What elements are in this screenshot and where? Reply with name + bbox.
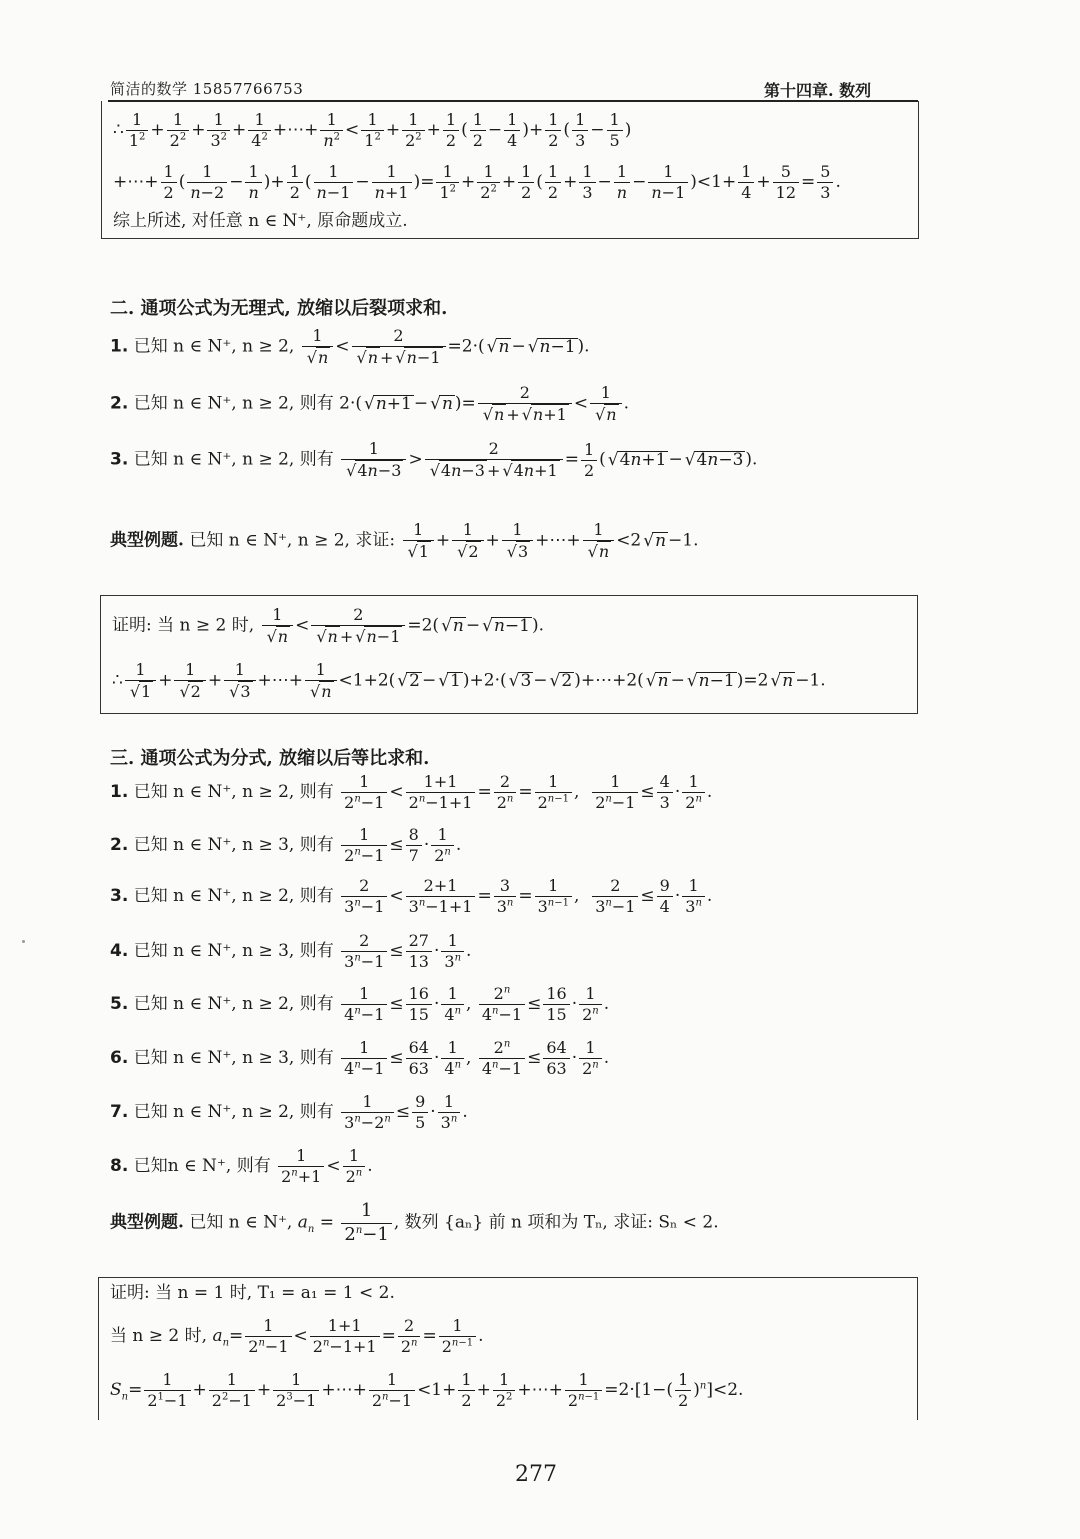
s3-item6-text: 已知 n ∈ N⁺, n ≥ 3, 则有 [133, 1048, 334, 1068]
s2-item2-no: 2. [110, 393, 129, 414]
chapter-title: 第十四章. 数列 [764, 81, 872, 100]
s3-item6-no: 6. [110, 1048, 129, 1068]
s3-item5-text: 已知 n ∈ N⁺, n ≥ 2, 则有 [133, 994, 334, 1014]
s2-example-text: 已知 n ∈ N⁺, n ≥ 2, 求证: [189, 530, 396, 551]
s3-example-text1: 已知 n ∈ N⁺, [189, 1212, 293, 1233]
s2-example-label: 典型例题. [110, 530, 184, 551]
scan-speck [22, 940, 25, 943]
s3-item3-text: 已知 n ∈ N⁺, n ≥ 2, 则有 [133, 886, 334, 906]
s3-item-6: 6. 已知 n ∈ N⁺, n ≥ 3, 则有 $\frac{1}{4^n-1}$ ≤ $\frac{64}{63}$ · $\frac{1}{4^n}$ , $\frac{2^n}{4^n-1}$ ≤ $\frac{64}{63}$ · $\frac{1}{2^n}$ . [110, 1038, 610, 1078]
box3-line-3: $S_n=$ $\frac{1}{2^1-1}$ + $\frac{1}{2^2-1}$ + $\frac{1}{2^3-1}$ +⋯+ $\frac{1}{2^n-1}$ <1+ $\frac{1}{2}$ + $\frac{1}{2^2}$ +⋯+ $\frac{1}{2^{n-1}}$ =2·[1−( $\frac{1}{2}$ )$^n$]<2. [110, 1370, 744, 1410]
s3-proof-label2: 当 n ≥ 2 时, [110, 1326, 208, 1346]
s2-item-1: 1. 已知 n ∈ N⁺, n ≥ 2, 1 √ n < 2 √ n +√ n−1 =2·(√ n −√ n−1 ). [110, 326, 590, 368]
s3-item2-text: 已知 n ∈ N⁺, n ≥ 3, 则有 [133, 835, 334, 855]
box2-line-2: ∴ 1 √ 1 + 1 √ 2 + 1 √ 3 +⋯+ 1 √ n <1+2(√ 2 −√ 1 )+2·(√ 3 −√ 2 )+⋯+2(√ n −√ n−1 )=2√ n −1. [112, 660, 826, 702]
s2-item-2: 2. 已知 n ∈ N⁺, n ≥ 2, 则有 2·(√ n+1 −√ n )= 2 √ n +√ n+1 < 1 √ n . [110, 383, 629, 425]
s2-item3-no: 3. [110, 449, 129, 470]
section3-title: 三. 通项公式为分式, 放缩以后等比求和. [110, 748, 430, 769]
s2-item-3: 3. 已知 n ∈ N⁺, n ≥ 2, 则有 1 √ 4n−3 > 2 √ 4n−3 +√ 4n+1 = $\frac{1}{2}$ (√ 4n+1 −√ 4n−3 ). [110, 439, 757, 481]
box1-line-2: +⋯+ $\frac{1}{2}$ ( $\frac{1}{n-2}$ − $\frac{1}{n}$ )+ $\frac{1}{2}$ ( $\frac{1}{n-1}$ − $\frac{1}{n+1}$ )= $\frac{1}{1^2}$ + $\frac{1}{2^2}$ + $\frac{1}{2}$ ( $\frac{1}{2}$ + $\frac{1}{3}$ − $\frac{1}{n}$ − $\frac{1}{n-1}$ )<1+ $\frac{1}{4}$ + $\frac{5}{12}$ = $\frac{5}{3}$ . [113, 162, 841, 202]
s2-item3-text: 已知 n ∈ N⁺, n ≥ 2, 则有 [133, 449, 334, 470]
s3-item-3: 3. 已知 n ∈ N⁺, n ≥ 2, 则有 $\frac{2}{3^n-1}$ < $\frac{2+1}{3^n-1+1}$ = $\frac{3}{3^n}$ = $\frac{1}{3^{n-1}}$ , $\frac{2}{3^n-1}$ ≤ $\frac{9}{4}$ · $\frac{1}{3^n}$ . [110, 876, 713, 916]
page-number: 277 [515, 1462, 557, 1487]
s3-item-5: 5. 已知 n ∈ N⁺, n ≥ 2, 则有 $\frac{1}{4^n-1}$ ≤ $\frac{16}{15}$ · $\frac{1}{4^n}$ , $\frac{2^n}{4^n-1}$ ≤ $\frac{16}{15}$ · $\frac{1}{2^n}$ . [110, 984, 610, 1024]
box3-line-1: 证明: 当 n = 1 时, T₁ = a₁ = 1 < 2. [110, 1283, 395, 1303]
s3-item-1: 1. 已知 n ∈ N⁺, n ≥ 2, 则有 $\frac{1}{2^n-1}$ < $\frac{1+1}{2^n-1+1}$ = $\frac{2}{2^n}$ = $\frac{1}{2^{n-1}}$ , $\frac{1}{2^n-1}$ ≤ $\frac{4}{3}$ · $\frac{1}{2^n}$ . [110, 772, 713, 812]
box2-line-1: 证明: 当 n ≥ 2 时, 1 √ n < 2 √ n +√ n−1 =2(√ n −√ n−1 ). [112, 605, 544, 647]
s3-example-label: 典型例题. [110, 1212, 184, 1233]
s3-item7-no: 7. [110, 1102, 129, 1122]
s3-item8-no: 8. [110, 1156, 129, 1176]
box3-line-2: 当 n ≥ 2 时, $a_n=$ $\frac{1}{2^n-1}$ < $\frac{1+1}{2^n-1+1}$ = $\frac{2}{2^n}$ = $\frac{1}{2^{n-1}}$ . [110, 1316, 484, 1356]
s2-item2-text: 已知 n ∈ N⁺, n ≥ 2, 则有 [133, 393, 334, 414]
s2-item1-no: 1. [110, 336, 129, 357]
s3-example-text2: , 数列 {aₙ} 前 n 项和为 Tₙ, 求证: Sₙ < 2. [393, 1212, 719, 1233]
s3-example: 典型例题. 已知 n ∈ N⁺, $a_n$ = $\frac{1}{2^n-1}$ , 数列 {aₙ} 前 n 项和为 Tₙ, 求证: Sₙ < 2. [110, 1200, 719, 1245]
box1-conclusion: 综上所述, 对任意 n ∈ N⁺, 原命题成立. [113, 211, 408, 231]
s3-item1-text: 已知 n ∈ N⁺, n ≥ 2, 则有 [133, 782, 334, 802]
s3-item8-text: 已知n ∈ N⁺, 则有 [133, 1156, 271, 1176]
s2-proof-label: 证明: 当 n ≥ 2 时, [112, 615, 255, 636]
s3-item-8: 8. 已知n ∈ N⁺, 则有 $\frac{1}{2^n+1}$ < $\frac{1}{2^n}$ . [110, 1146, 373, 1186]
s2-item1-text: 已知 n ∈ N⁺, n ≥ 2, [133, 336, 295, 357]
s3-item7-text: 已知 n ∈ N⁺, n ≥ 2, 则有 [133, 1102, 334, 1122]
s3-item3-no: 3. [110, 886, 129, 906]
s3-item4-no: 4. [110, 941, 129, 961]
s3-item2-no: 2. [110, 835, 129, 855]
s3-item-4: 4. 已知 n ∈ N⁺, n ≥ 3, 则有 $\frac{2}{3^n-1}$ ≤ $\frac{27}{13}$ · $\frac{1}{3^n}$ . [110, 931, 472, 971]
s3-item4-text: 已知 n ∈ N⁺, n ≥ 3, 则有 [133, 941, 334, 961]
box1-line-1: ∴ $\frac{1}{1^2}$ + $\frac{1}{2^2}$ + $\frac{1}{3^2}$ + $\frac{1}{4^2}$ +⋯+ $\frac{1}{n^2}$ < $\frac{1}{1^2}$ + $\frac{1}{2^2}$ + $\frac{1}{2}$ ( $\frac{1}{2}$ − $\frac{1}{4}$ )+ $\frac{1}{2}$ ( $\frac{1}{3}$ − $\frac{1}{5}$ ) [113, 110, 632, 150]
s3-item1-no: 1. [110, 782, 129, 802]
s3-item-7: 7. 已知 n ∈ N⁺, n ≥ 2, 则有 $\frac{1}{3^n-2^n}$ ≤ $\frac{9}{5}$ · $\frac{1}{3^n}$ . [110, 1092, 468, 1132]
header-left: 简洁的数学 15857766753 [110, 80, 304, 98]
s2-example: 典型例题. 已知 n ∈ N⁺, n ≥ 2, 求证: 1 √ 1 + 1 √ 2 + 1 √ 3 +⋯+ 1 √ n <2√ n −1. [110, 520, 699, 562]
s3-item-2: 2. 已知 n ∈ N⁺, n ≥ 3, 则有 $\frac{1}{2^n-1}$ ≤ $\frac{8}{7}$ · $\frac{1}{2^n}$ . [110, 825, 462, 865]
s3-item5-no: 5. [110, 994, 129, 1014]
section2-title: 二. 通项公式为无理式, 放缩以后裂项求和. [110, 298, 448, 319]
